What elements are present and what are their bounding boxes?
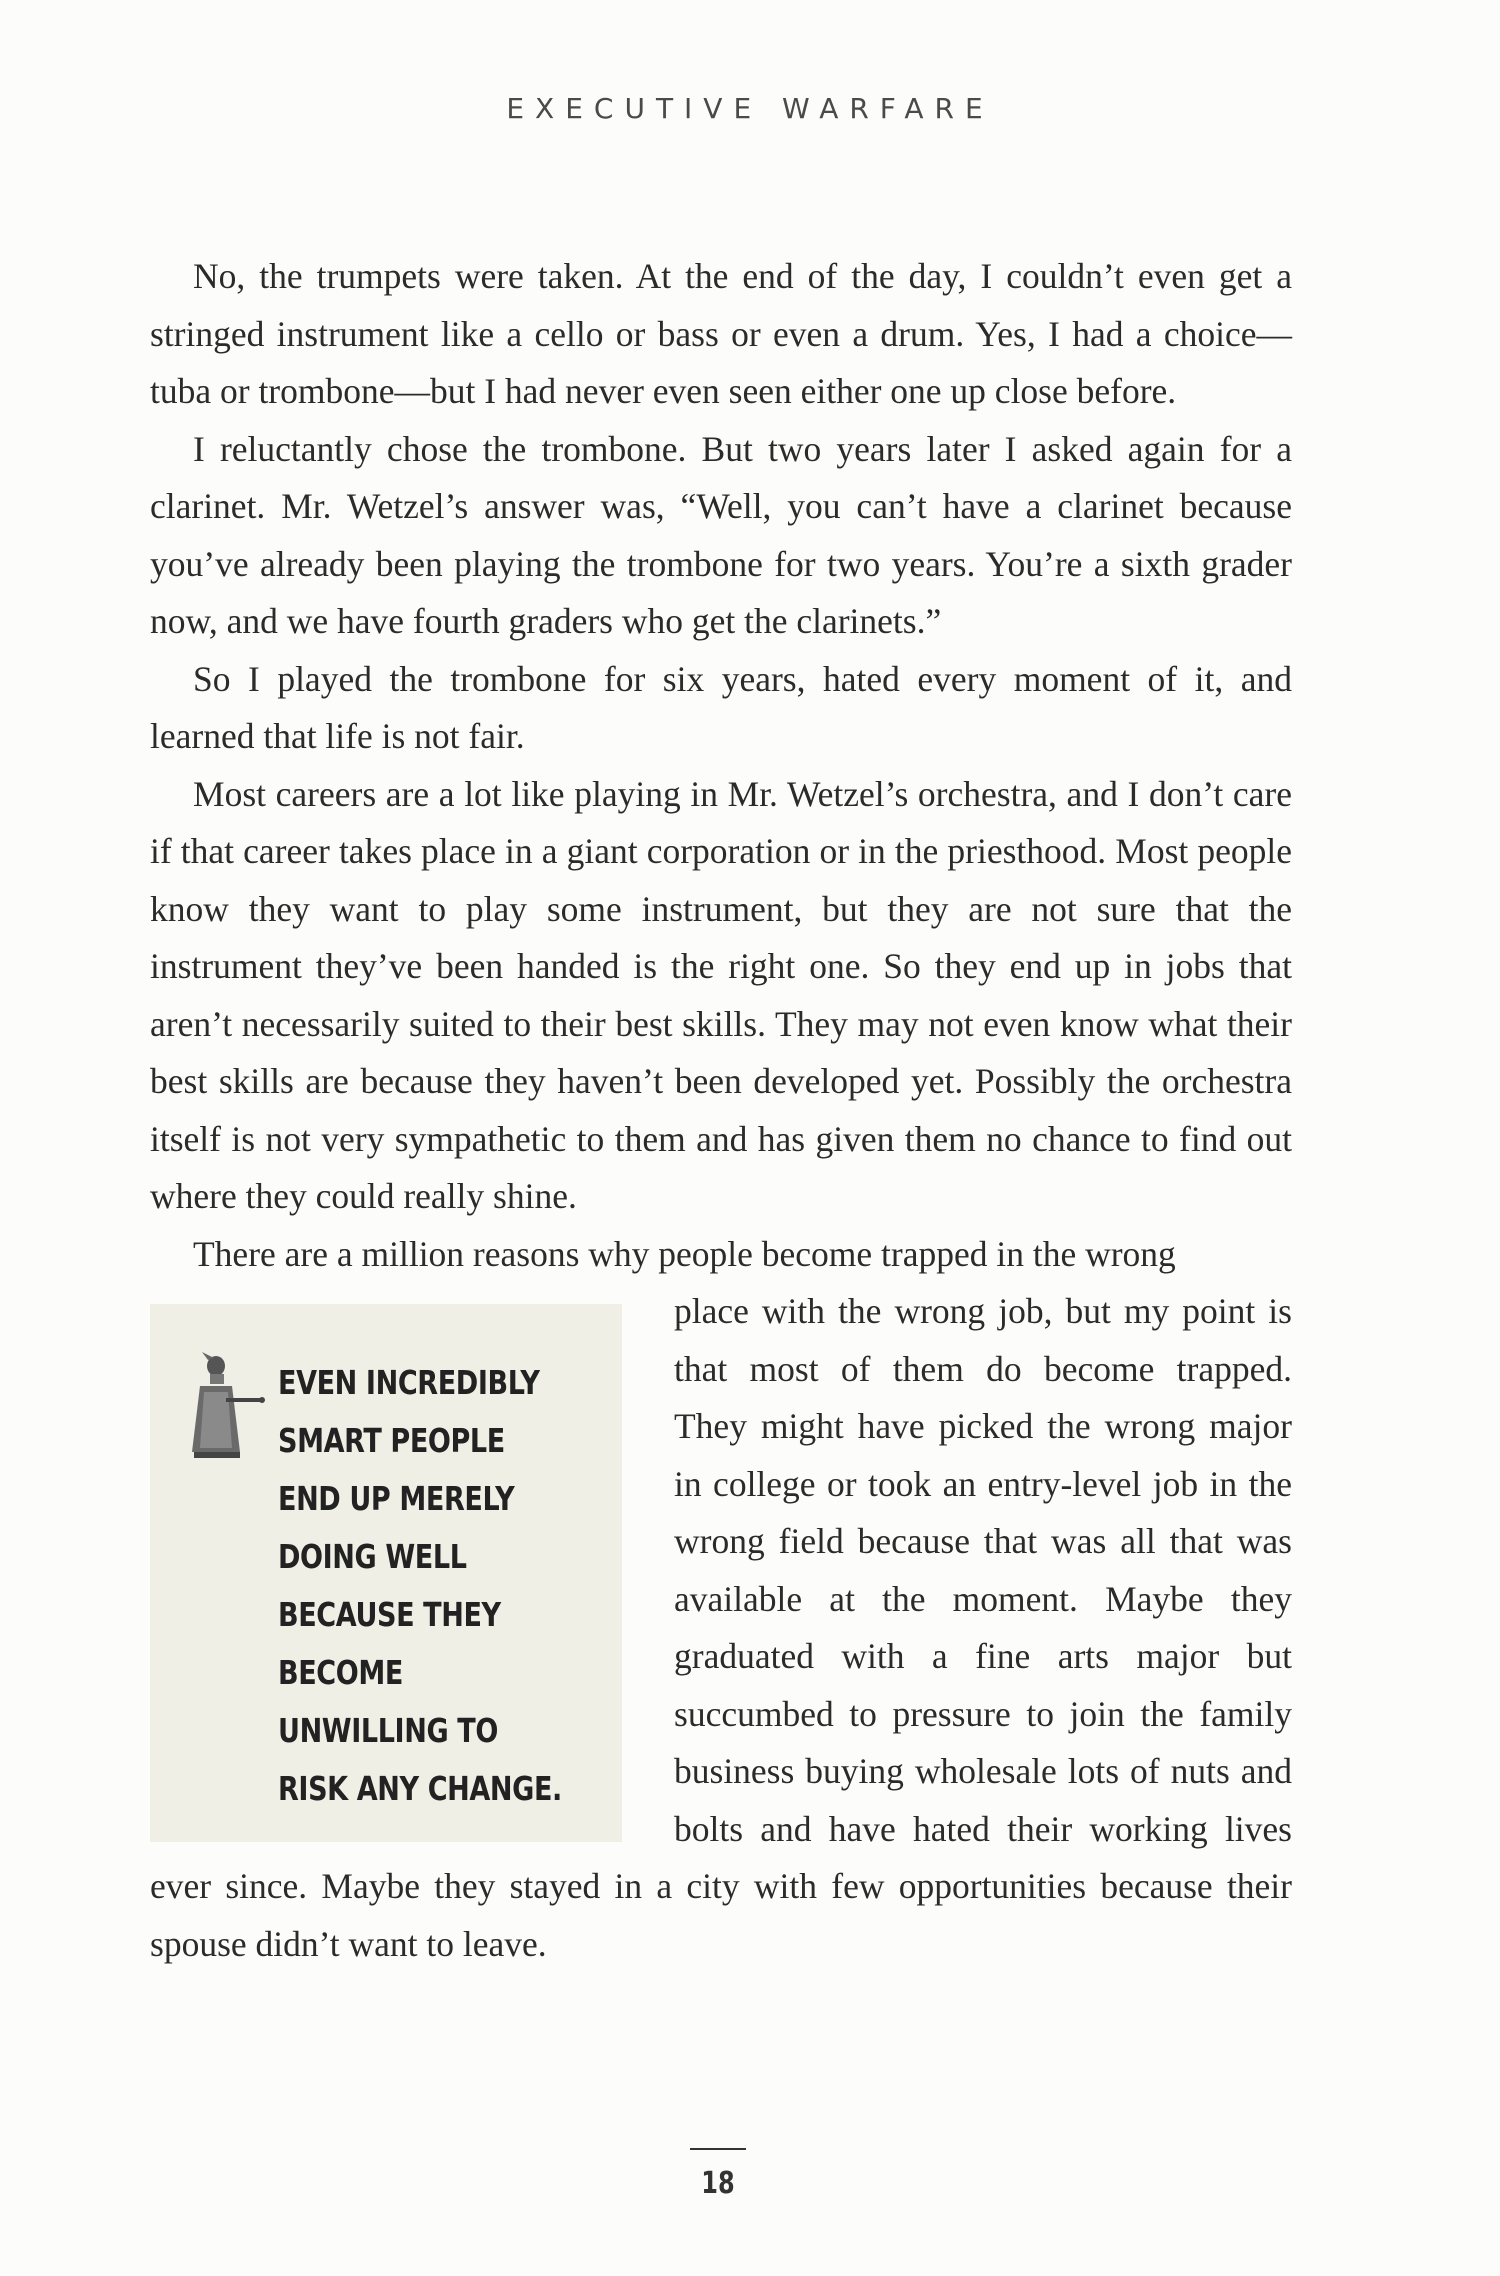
paragraph-5-wrap xyxy=(150,1283,1292,1973)
pull-quote-text xyxy=(278,1354,562,1818)
paragraph-3: So I played the trombone for six years, hated every moment of it, and learned that life is not fair. xyxy=(150,658,1292,756)
running-head: EXECUTIVE WARFARE xyxy=(506,92,994,125)
paragraph-5-first-line: There are a million reasons why people become trapped in the wrong xyxy=(193,1233,1176,1274)
pull-quote-line: BECOME xyxy=(278,1653,403,1692)
page-number: 18 xyxy=(701,2166,735,2201)
pull-quote xyxy=(150,1304,622,1842)
body-text xyxy=(150,248,1292,1973)
pull-quote-line: UNWILLING TO xyxy=(278,1711,498,1750)
paragraph-1: No, the trumpets were taken. At the end of the day, I couldn’t even get a stringed instrument like a cello or bass or even a drum. Yes, I had a choice—tuba or trombone—but I had never even seen either one up close before. xyxy=(150,256,1292,411)
pull-quote-line: EVEN INCREDIBLY xyxy=(278,1363,540,1402)
folio-rule xyxy=(690,2148,746,2150)
pull-quote-line: END UP MERELY xyxy=(278,1479,515,1518)
paragraph-4: Most careers are a lot like playing in Mr. Wetzel’s orchestra, and I don’t care if that career takes place in a giant corporation or in the priesthood. Most people know they want to play some instrument, but they are not sure that the instrument they’ve been handed is the right one. So they end up in jobs that aren’t necessarily suited to their best skills. They may not even know what their best skills are because they haven’t been developed yet. Possibly the orchestra itself is not very sympathetic to them and has given them no chance to find out where they could really shine. xyxy=(150,773,1292,1216)
pull-quote-line: BECAUSE THEY xyxy=(278,1595,501,1634)
pull-quote-line: RISK ANY CHANGE. xyxy=(278,1769,562,1808)
pull-quote-line: SMART PEOPLE xyxy=(278,1421,505,1460)
paragraph-5-continuation: place with the wrong job, but my point is that most of them do become trapped. They might have picked the wrong major in college or took an entry-level job in the wrong field because that was all that was available at the moment. Maybe they graduated with a fine arts major but succumbed to pressure to join the family business buying wholesale lots of nuts and bolts and have hated their working lives ever since. Maybe they stayed in a city with few opportunities because their spouse didn’t want to leave. xyxy=(150,1291,1292,1964)
paragraph-2: I reluctantly chose the trombone. But two years later I asked again for a clarinet. Mr. Wetzel’s answer was, “Well, you can’t have a clarinet because you’ve already been playing the trombone for two years. You’re a sixth grader now, and we have fourth graders who get the clarinets.” xyxy=(150,428,1292,641)
pull-quote-line: DOING WELL xyxy=(278,1537,467,1576)
knight-figure-icon xyxy=(186,1352,266,1462)
